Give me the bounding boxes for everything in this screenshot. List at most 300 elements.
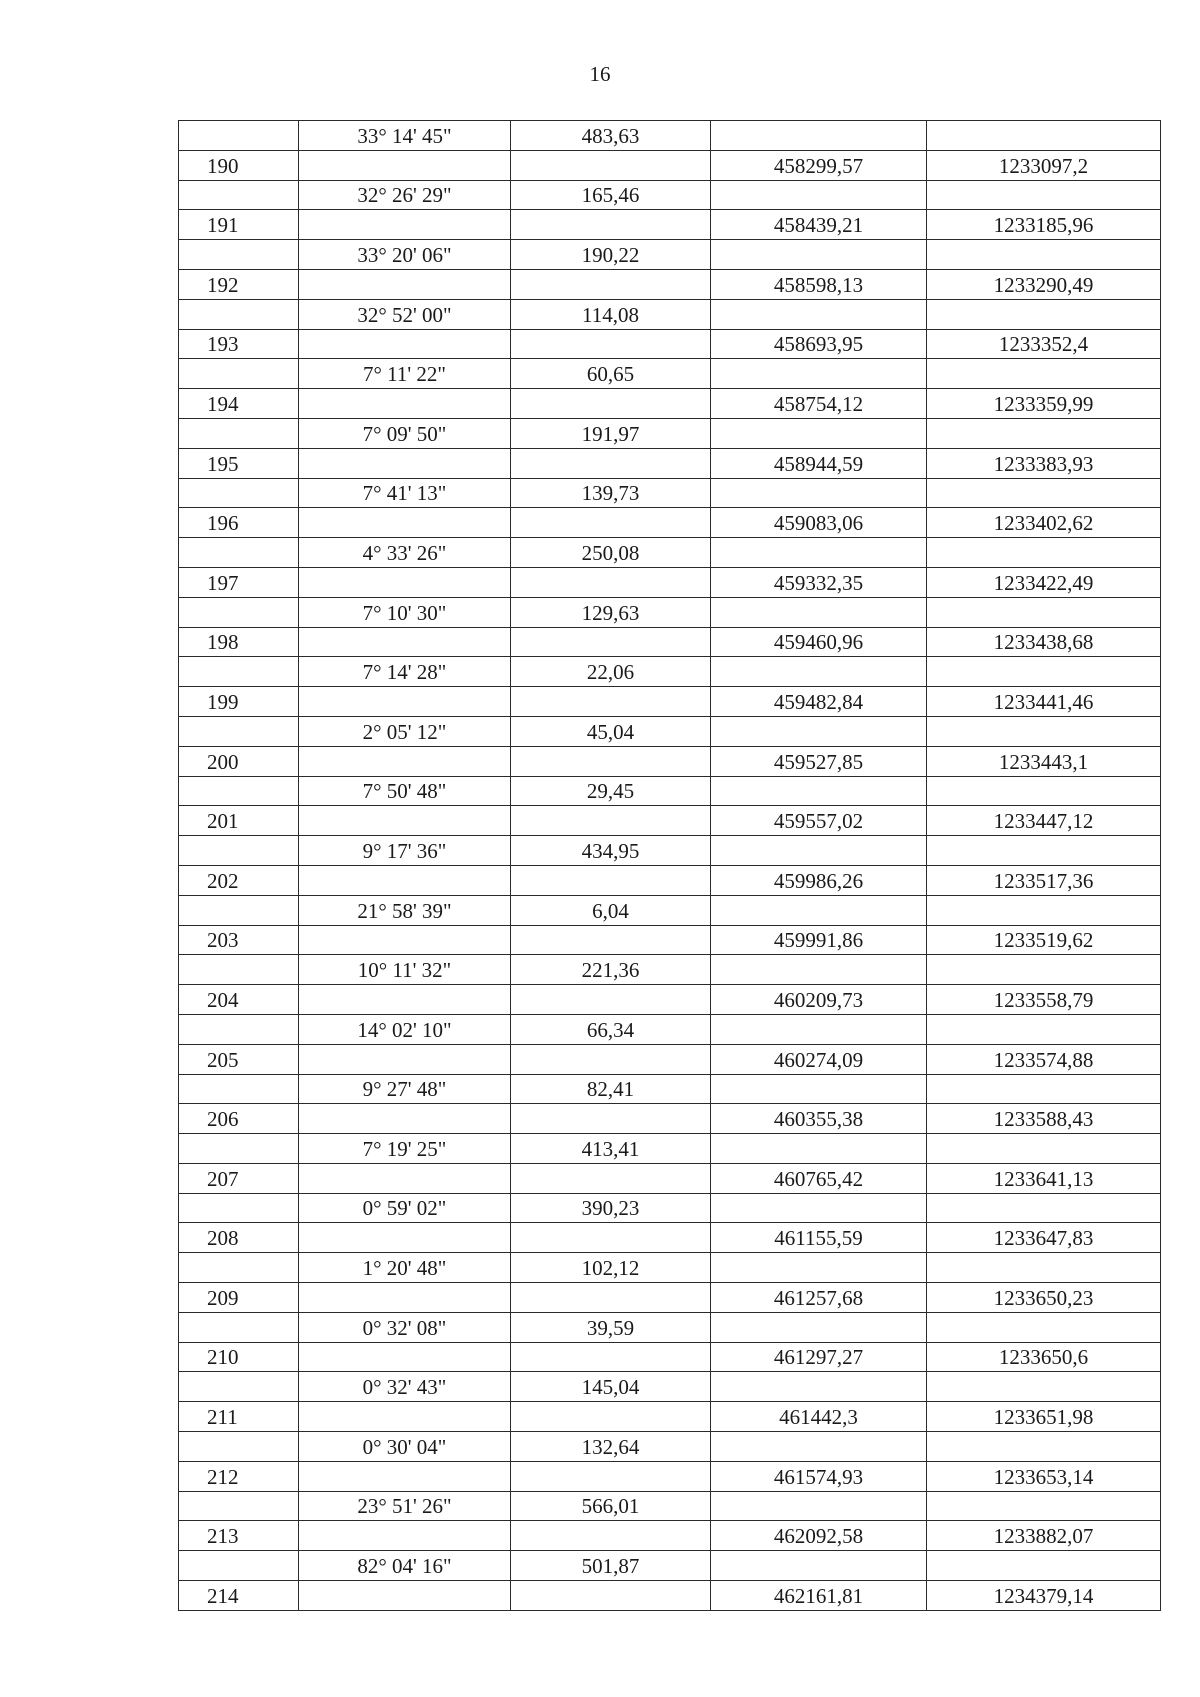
point-number: 204 <box>179 985 299 1015</box>
x-coordinate <box>711 478 927 508</box>
angle-cell: 21° 58' 39" <box>299 895 511 925</box>
y-coordinate: 1233558,79 <box>927 985 1161 1015</box>
point-number: 199 <box>179 687 299 717</box>
point-number: 202 <box>179 865 299 895</box>
segment-row <box>179 299 1161 329</box>
point-row <box>179 1521 1161 1551</box>
y-coordinate <box>927 716 1161 746</box>
segment-row <box>179 180 1161 210</box>
y-coordinate <box>927 1253 1161 1283</box>
point-number <box>179 597 299 627</box>
y-coordinate: 1233519,62 <box>927 925 1161 955</box>
y-coordinate <box>927 597 1161 627</box>
angle-cell <box>299 806 511 836</box>
y-coordinate <box>927 121 1161 151</box>
x-coordinate <box>711 1551 927 1581</box>
point-number <box>179 1312 299 1342</box>
distance-cell: 483,63 <box>511 121 711 151</box>
point-number <box>179 418 299 448</box>
angle-cell: 33° 14' 45" <box>299 121 511 151</box>
x-coordinate: 459527,85 <box>711 746 927 776</box>
distance-cell <box>511 1461 711 1491</box>
segment-row <box>179 240 1161 270</box>
x-coordinate <box>711 240 927 270</box>
x-coordinate <box>711 1253 927 1283</box>
point-row <box>179 150 1161 180</box>
segment-row <box>179 1372 1161 1402</box>
x-coordinate <box>711 836 927 866</box>
angle-cell <box>299 1283 511 1313</box>
x-coordinate: 459482,84 <box>711 687 927 717</box>
y-coordinate: 1233422,49 <box>927 567 1161 597</box>
angle-cell: 10° 11' 32" <box>299 955 511 985</box>
angle-cell: 0° 32' 08" <box>299 1312 511 1342</box>
point-number <box>179 359 299 389</box>
y-coordinate <box>927 299 1161 329</box>
point-number <box>179 1014 299 1044</box>
segment-row <box>179 538 1161 568</box>
y-coordinate: 1233441,46 <box>927 687 1161 717</box>
y-coordinate <box>927 240 1161 270</box>
point-number <box>179 836 299 866</box>
y-coordinate <box>927 359 1161 389</box>
angle-cell <box>299 329 511 359</box>
angle-cell: 2° 05' 12" <box>299 716 511 746</box>
point-row <box>179 1283 1161 1313</box>
distance-cell <box>511 1223 711 1253</box>
y-coordinate <box>927 657 1161 687</box>
y-coordinate <box>927 418 1161 448</box>
angle-cell <box>299 269 511 299</box>
point-number: 191 <box>179 210 299 240</box>
y-coordinate <box>927 1551 1161 1581</box>
angle-cell <box>299 746 511 776</box>
point-number: 200 <box>179 746 299 776</box>
distance-cell: 413,41 <box>511 1134 711 1164</box>
angle-cell: 7° 14' 28" <box>299 657 511 687</box>
y-coordinate: 1234379,14 <box>927 1581 1161 1611</box>
distance-cell: 22,06 <box>511 657 711 687</box>
angle-cell: 0° 59' 02" <box>299 1193 511 1223</box>
y-coordinate <box>927 895 1161 925</box>
x-coordinate: 459557,02 <box>711 806 927 836</box>
point-number: 205 <box>179 1044 299 1074</box>
point-number <box>179 895 299 925</box>
y-coordinate <box>927 1312 1161 1342</box>
angle-cell: 0° 30' 04" <box>299 1432 511 1462</box>
distance-cell <box>511 1044 711 1074</box>
x-coordinate <box>711 1312 927 1342</box>
point-number <box>179 1074 299 1104</box>
point-row <box>179 567 1161 597</box>
y-coordinate <box>927 478 1161 508</box>
coordinates-table-body <box>179 121 1161 1611</box>
distance-cell <box>511 210 711 240</box>
point-number: 190 <box>179 150 299 180</box>
point-row <box>179 1044 1161 1074</box>
point-number: 193 <box>179 329 299 359</box>
distance-cell: 6,04 <box>511 895 711 925</box>
point-number <box>179 1491 299 1521</box>
segment-row <box>179 1074 1161 1104</box>
angle-cell: 9° 27' 48" <box>299 1074 511 1104</box>
x-coordinate: 461442,3 <box>711 1402 927 1432</box>
point-number: 194 <box>179 389 299 419</box>
x-coordinate: 459332,35 <box>711 567 927 597</box>
distance-cell: 45,04 <box>511 716 711 746</box>
distance-cell: 102,12 <box>511 1253 711 1283</box>
segment-row <box>179 1551 1161 1581</box>
point-row <box>179 985 1161 1015</box>
angle-cell <box>299 687 511 717</box>
point-number <box>179 716 299 746</box>
angle-cell: 7° 41' 13" <box>299 478 511 508</box>
y-coordinate <box>927 180 1161 210</box>
angle-cell: 7° 11' 22" <box>299 359 511 389</box>
point-number: 208 <box>179 1223 299 1253</box>
point-number <box>179 180 299 210</box>
point-number: 210 <box>179 1342 299 1372</box>
x-coordinate: 460274,09 <box>711 1044 927 1074</box>
x-coordinate <box>711 1134 927 1164</box>
segment-row <box>179 895 1161 925</box>
x-coordinate: 461257,68 <box>711 1283 927 1313</box>
x-coordinate <box>711 538 927 568</box>
y-coordinate <box>927 1372 1161 1402</box>
point-row <box>179 1223 1161 1253</box>
angle-cell <box>299 1342 511 1372</box>
angle-cell <box>299 865 511 895</box>
distance-cell: 190,22 <box>511 240 711 270</box>
x-coordinate: 460765,42 <box>711 1163 927 1193</box>
angle-cell: 7° 09' 50" <box>299 418 511 448</box>
point-number: 211 <box>179 1402 299 1432</box>
segment-row <box>179 597 1161 627</box>
distance-cell: 39,59 <box>511 1312 711 1342</box>
angle-cell <box>299 1402 511 1432</box>
segment-row <box>179 1253 1161 1283</box>
angle-cell <box>299 1223 511 1253</box>
point-number <box>179 1372 299 1402</box>
coordinates-table <box>178 120 1161 1611</box>
x-coordinate: 460209,73 <box>711 985 927 1015</box>
point-number: 192 <box>179 269 299 299</box>
y-coordinate <box>927 836 1161 866</box>
point-row <box>179 269 1161 299</box>
point-number <box>179 1134 299 1164</box>
point-number <box>179 955 299 985</box>
distance-cell: 191,97 <box>511 418 711 448</box>
y-coordinate: 1233097,2 <box>927 150 1161 180</box>
x-coordinate: 459083,06 <box>711 508 927 538</box>
x-coordinate: 458754,12 <box>711 389 927 419</box>
segment-row <box>179 1014 1161 1044</box>
segment-row <box>179 955 1161 985</box>
segment-row <box>179 1432 1161 1462</box>
x-coordinate: 462092,58 <box>711 1521 927 1551</box>
page-number: 16 <box>589 62 611 86</box>
angle-cell <box>299 1044 511 1074</box>
angle-cell <box>299 627 511 657</box>
distance-cell: 145,04 <box>511 1372 711 1402</box>
x-coordinate: 461155,59 <box>711 1223 927 1253</box>
angle-cell: 9° 17' 36" <box>299 836 511 866</box>
segment-row <box>179 1312 1161 1342</box>
segment-row <box>179 1491 1161 1521</box>
angle-cell: 4° 33' 26" <box>299 538 511 568</box>
distance-cell: 139,73 <box>511 478 711 508</box>
distance-cell <box>511 1163 711 1193</box>
distance-cell: 221,36 <box>511 955 711 985</box>
x-coordinate <box>711 359 927 389</box>
y-coordinate: 1233359,99 <box>927 389 1161 419</box>
y-coordinate: 1233383,93 <box>927 448 1161 478</box>
point-row <box>179 925 1161 955</box>
distance-cell <box>511 985 711 1015</box>
x-coordinate <box>711 1074 927 1104</box>
distance-cell <box>511 389 711 419</box>
distance-cell <box>511 269 711 299</box>
point-row <box>179 1104 1161 1134</box>
y-coordinate: 1233447,12 <box>927 806 1161 836</box>
x-coordinate <box>711 597 927 627</box>
segment-row <box>179 359 1161 389</box>
x-coordinate <box>711 716 927 746</box>
distance-cell: 60,65 <box>511 359 711 389</box>
angle-cell: 7° 50' 48" <box>299 776 511 806</box>
x-coordinate: 459460,96 <box>711 627 927 657</box>
angle-cell <box>299 1163 511 1193</box>
segment-row <box>179 657 1161 687</box>
x-coordinate <box>711 776 927 806</box>
x-coordinate <box>711 657 927 687</box>
angle-cell: 0° 32' 43" <box>299 1372 511 1402</box>
angle-cell: 7° 19' 25" <box>299 1134 511 1164</box>
x-coordinate <box>711 299 927 329</box>
y-coordinate: 1233438,68 <box>927 627 1161 657</box>
x-coordinate <box>711 955 927 985</box>
point-row <box>179 806 1161 836</box>
distance-cell: 250,08 <box>511 538 711 568</box>
y-coordinate: 1233650,6 <box>927 1342 1161 1372</box>
angle-cell: 23° 51' 26" <box>299 1491 511 1521</box>
x-coordinate: 461574,93 <box>711 1461 927 1491</box>
y-coordinate: 1233650,23 <box>927 1283 1161 1313</box>
distance-cell: 566,01 <box>511 1491 711 1521</box>
distance-cell <box>511 627 711 657</box>
angle-cell: 7° 10' 30" <box>299 597 511 627</box>
distance-cell: 66,34 <box>511 1014 711 1044</box>
point-row <box>179 448 1161 478</box>
y-coordinate <box>927 538 1161 568</box>
angle-cell <box>299 389 511 419</box>
distance-cell <box>511 448 711 478</box>
point-number: 209 <box>179 1283 299 1313</box>
point-number: 207 <box>179 1163 299 1193</box>
x-coordinate: 458299,57 <box>711 150 927 180</box>
distance-cell <box>511 1521 711 1551</box>
point-row <box>179 1461 1161 1491</box>
angle-cell <box>299 210 511 240</box>
segment-row <box>179 1193 1161 1223</box>
y-coordinate <box>927 1014 1161 1044</box>
point-number: 213 <box>179 1521 299 1551</box>
y-coordinate: 1233402,62 <box>927 508 1161 538</box>
y-coordinate <box>927 1491 1161 1521</box>
distance-cell <box>511 1104 711 1134</box>
segment-row <box>179 478 1161 508</box>
x-coordinate <box>711 895 927 925</box>
y-coordinate <box>927 776 1161 806</box>
segment-row <box>179 716 1161 746</box>
y-coordinate <box>927 955 1161 985</box>
x-coordinate <box>711 1014 927 1044</box>
y-coordinate: 1233517,36 <box>927 865 1161 895</box>
point-number <box>179 478 299 508</box>
x-coordinate: 460355,38 <box>711 1104 927 1134</box>
angle-cell <box>299 925 511 955</box>
distance-cell <box>511 687 711 717</box>
x-coordinate <box>711 1372 927 1402</box>
y-coordinate <box>927 1193 1161 1223</box>
segment-row <box>179 121 1161 151</box>
y-coordinate <box>927 1074 1161 1104</box>
y-coordinate <box>927 1134 1161 1164</box>
x-coordinate: 458439,21 <box>711 210 927 240</box>
x-coordinate <box>711 1193 927 1223</box>
point-number: 206 <box>179 1104 299 1134</box>
distance-cell <box>511 1402 711 1432</box>
x-coordinate: 461297,27 <box>711 1342 927 1372</box>
distance-cell: 82,41 <box>511 1074 711 1104</box>
point-row <box>179 1163 1161 1193</box>
x-coordinate: 459986,26 <box>711 865 927 895</box>
point-number: 214 <box>179 1581 299 1611</box>
angle-cell <box>299 1521 511 1551</box>
point-number <box>179 299 299 329</box>
point-row <box>179 627 1161 657</box>
y-coordinate: 1233574,88 <box>927 1044 1161 1074</box>
point-row <box>179 1402 1161 1432</box>
distance-cell <box>511 806 711 836</box>
point-number <box>179 776 299 806</box>
point-row <box>179 329 1161 359</box>
x-coordinate <box>711 1432 927 1462</box>
distance-cell <box>511 150 711 180</box>
point-row <box>179 389 1161 419</box>
angle-cell <box>299 1461 511 1491</box>
x-coordinate: 458693,95 <box>711 329 927 359</box>
point-number <box>179 1551 299 1581</box>
x-coordinate: 459991,86 <box>711 925 927 955</box>
distance-cell: 132,64 <box>511 1432 711 1462</box>
angle-cell <box>299 1581 511 1611</box>
x-coordinate <box>711 1491 927 1521</box>
distance-cell <box>511 1283 711 1313</box>
point-row <box>179 1581 1161 1611</box>
angle-cell <box>299 150 511 180</box>
y-coordinate: 1233653,14 <box>927 1461 1161 1491</box>
distance-cell <box>511 1342 711 1372</box>
point-row <box>179 1342 1161 1372</box>
angle-cell <box>299 985 511 1015</box>
segment-row <box>179 836 1161 866</box>
y-coordinate: 1233290,49 <box>927 269 1161 299</box>
point-number: 203 <box>179 925 299 955</box>
angle-cell: 33° 20' 06" <box>299 240 511 270</box>
point-row <box>179 865 1161 895</box>
x-coordinate: 462161,81 <box>711 1581 927 1611</box>
angle-cell: 14° 02' 10" <box>299 1014 511 1044</box>
distance-cell: 165,46 <box>511 180 711 210</box>
angle-cell <box>299 508 511 538</box>
y-coordinate: 1233641,13 <box>927 1163 1161 1193</box>
x-coordinate: 458944,59 <box>711 448 927 478</box>
distance-cell <box>511 865 711 895</box>
distance-cell: 114,08 <box>511 299 711 329</box>
angle-cell: 32° 52' 00" <box>299 299 511 329</box>
point-row <box>179 508 1161 538</box>
x-coordinate <box>711 180 927 210</box>
segment-row <box>179 418 1161 448</box>
angle-cell <box>299 448 511 478</box>
angle-cell: 82° 04' 16" <box>299 1551 511 1581</box>
segment-row <box>179 1134 1161 1164</box>
distance-cell <box>511 329 711 359</box>
angle-cell: 32° 26' 29" <box>299 180 511 210</box>
distance-cell <box>511 508 711 538</box>
distance-cell <box>511 746 711 776</box>
y-coordinate: 1233185,96 <box>927 210 1161 240</box>
point-number <box>179 121 299 151</box>
x-coordinate <box>711 418 927 448</box>
y-coordinate: 1233352,4 <box>927 329 1161 359</box>
y-coordinate <box>927 1432 1161 1462</box>
point-number: 201 <box>179 806 299 836</box>
y-coordinate: 1233882,07 <box>927 1521 1161 1551</box>
point-row <box>179 687 1161 717</box>
y-coordinate: 1233443,1 <box>927 746 1161 776</box>
y-coordinate: 1233588,43 <box>927 1104 1161 1134</box>
point-number: 212 <box>179 1461 299 1491</box>
point-number: 196 <box>179 508 299 538</box>
angle-cell: 1° 20' 48" <box>299 1253 511 1283</box>
distance-cell: 390,23 <box>511 1193 711 1223</box>
distance-cell <box>511 1581 711 1611</box>
y-coordinate: 1233647,83 <box>927 1223 1161 1253</box>
angle-cell <box>299 1104 511 1134</box>
point-number: 198 <box>179 627 299 657</box>
point-number <box>179 1432 299 1462</box>
point-number: 195 <box>179 448 299 478</box>
distance-cell <box>511 925 711 955</box>
x-coordinate: 458598,13 <box>711 269 927 299</box>
angle-cell <box>299 567 511 597</box>
distance-cell <box>511 567 711 597</box>
point-row <box>179 210 1161 240</box>
distance-cell: 434,95 <box>511 836 711 866</box>
segment-row <box>179 776 1161 806</box>
point-number <box>179 1193 299 1223</box>
point-number: 197 <box>179 567 299 597</box>
point-number <box>179 240 299 270</box>
distance-cell: 501,87 <box>511 1551 711 1581</box>
distance-cell: 29,45 <box>511 776 711 806</box>
point-number <box>179 657 299 687</box>
point-number <box>179 538 299 568</box>
distance-cell: 129,63 <box>511 597 711 627</box>
y-coordinate: 1233651,98 <box>927 1402 1161 1432</box>
